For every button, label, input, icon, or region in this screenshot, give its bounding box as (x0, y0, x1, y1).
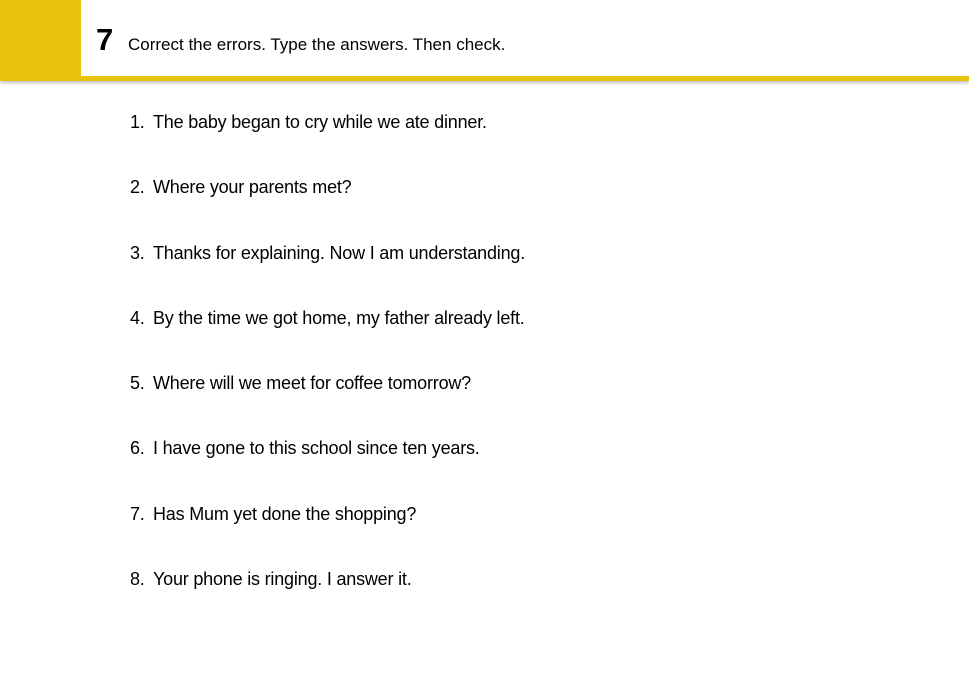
sentence-text: Thanks for explaining. Now I am understanding. (153, 242, 526, 263)
sentence-number: 2. (130, 177, 145, 198)
exercise-header (0, 0, 969, 84)
sentence-item-7 (130, 502, 525, 567)
sentence-number: 3. (130, 242, 145, 263)
sentence-item-1 (130, 110, 525, 175)
exercise-instruction: Correct the errors. Type the answers. Then check. (128, 35, 506, 54)
sentence-list (130, 110, 525, 632)
sentence-item-4 (130, 306, 525, 371)
sentence-number: 1. (130, 112, 145, 132)
header-accent-rule (0, 76, 969, 81)
sentence-text: Where your parents met? (153, 177, 352, 198)
sentence-number: 7. (130, 503, 145, 524)
sentence-item-8 (130, 567, 525, 632)
sentence-text: Where will we meet for coffee tomorrow? (153, 373, 471, 394)
sentence-number: 8. (130, 569, 145, 590)
sentence-item-6 (130, 436, 525, 501)
sentence-item-5 (130, 371, 525, 436)
header-accent-block (0, 0, 81, 76)
sentence-text: The baby began to cry while we ate dinner. (153, 112, 487, 132)
exercise-number: 7 (96, 22, 114, 57)
sentence-number: 4. (130, 307, 145, 328)
sentence-text: Has Mum yet done the shopping? (153, 503, 417, 524)
sentence-number: 5. (130, 373, 145, 394)
sentence-item-3 (130, 241, 525, 306)
sentence-text: By the time we got home, my father already left. (153, 307, 525, 328)
sentence-number: 6. (130, 438, 145, 459)
sentence-text: I have gone to this school since ten years. (153, 438, 480, 459)
sentence-text: Your phone is ringing. I answer it. (153, 569, 412, 590)
sentence-item-2 (130, 175, 525, 240)
